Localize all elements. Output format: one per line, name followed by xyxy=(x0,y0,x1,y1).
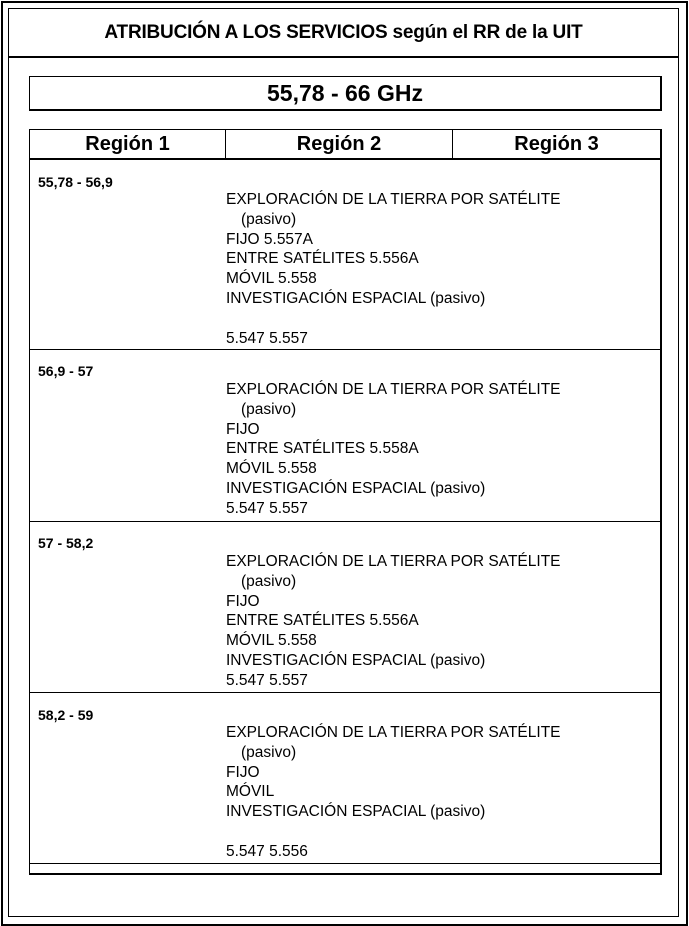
service-line: (pasivo) xyxy=(241,210,297,228)
table-row xyxy=(30,693,660,864)
allocation-list xyxy=(226,190,561,348)
column-header-region-1: Región 1 xyxy=(30,130,226,160)
frequency-range: 56,9 - 57 xyxy=(38,363,94,379)
service-line: EXPLORACIÓN DE LA TIERRA POR SATÉLITE xyxy=(226,724,561,741)
allocation-list xyxy=(226,552,561,691)
spacer xyxy=(226,309,561,329)
allocation-table xyxy=(29,129,662,875)
footnote-refs: 5.547 5.557 xyxy=(226,499,308,517)
empty-row xyxy=(30,864,660,871)
frequency-range: 58,2 - 59 xyxy=(38,707,94,723)
frequency-range: 55,78 - 56,9 xyxy=(38,174,113,190)
service-line: (pasivo) xyxy=(241,400,297,418)
service-line: EXPLORACIÓN DE LA TIERRA POR SATÉLITE xyxy=(226,381,561,398)
service-line: FIJO xyxy=(226,592,260,610)
service-line: MÓVIL 5.558 xyxy=(226,460,317,478)
table-row xyxy=(30,350,660,522)
service-line: MÓVIL xyxy=(226,783,275,801)
spacer xyxy=(226,822,561,842)
service-line: EXPLORACIÓN DE LA TIERRA POR SATÉLITE xyxy=(226,191,561,208)
table-row xyxy=(30,160,660,350)
service-line: MÓVIL 5.558 xyxy=(226,270,317,288)
service-line: ENTRE SATÉLITES 5.558A xyxy=(226,440,419,458)
footnote-refs: 5.547 5.556 xyxy=(226,842,308,860)
table-row xyxy=(30,522,660,693)
footnote-refs: 5.547 5.557 xyxy=(226,329,308,347)
service-line: INVESTIGACIÓN ESPACIAL (pasivo) xyxy=(226,651,486,669)
service-line: (pasivo) xyxy=(241,572,297,590)
service-line: INVESTIGACIÓN ESPACIAL (pasivo) xyxy=(226,479,486,497)
allocation-list xyxy=(226,723,561,862)
footnote-refs: 5.547 5.557 xyxy=(226,671,308,689)
service-line: FIJO 5.557A xyxy=(226,230,314,248)
service-line: INVESTIGACIÓN ESPACIAL (pasivo) xyxy=(226,803,486,821)
service-line: MÓVIL 5.558 xyxy=(226,632,317,650)
service-line: ENTRE SATÉLITES 5.556A xyxy=(226,250,419,268)
column-header-region-2: Región 2 xyxy=(226,130,453,160)
service-line: FIJO xyxy=(226,763,260,781)
frequency-range: 57 - 58,2 xyxy=(38,535,94,551)
allocation-list xyxy=(226,380,561,519)
service-line: (pasivo) xyxy=(241,743,297,761)
service-line: EXPLORACIÓN DE LA TIERRA POR SATÉLITE xyxy=(226,553,561,570)
frequency-band-title: 55,78 - 66 GHz xyxy=(29,76,662,111)
page-title: ATRIBUCIÓN A LOS SERVICIOS según el RR de la UIT xyxy=(9,9,678,58)
service-line: FIJO xyxy=(226,420,260,438)
service-line: ENTRE SATÉLITES 5.556A xyxy=(226,612,419,630)
column-header-region-3: Región 3 xyxy=(453,130,660,160)
service-line: INVESTIGACIÓN ESPACIAL (pasivo) xyxy=(226,289,486,307)
